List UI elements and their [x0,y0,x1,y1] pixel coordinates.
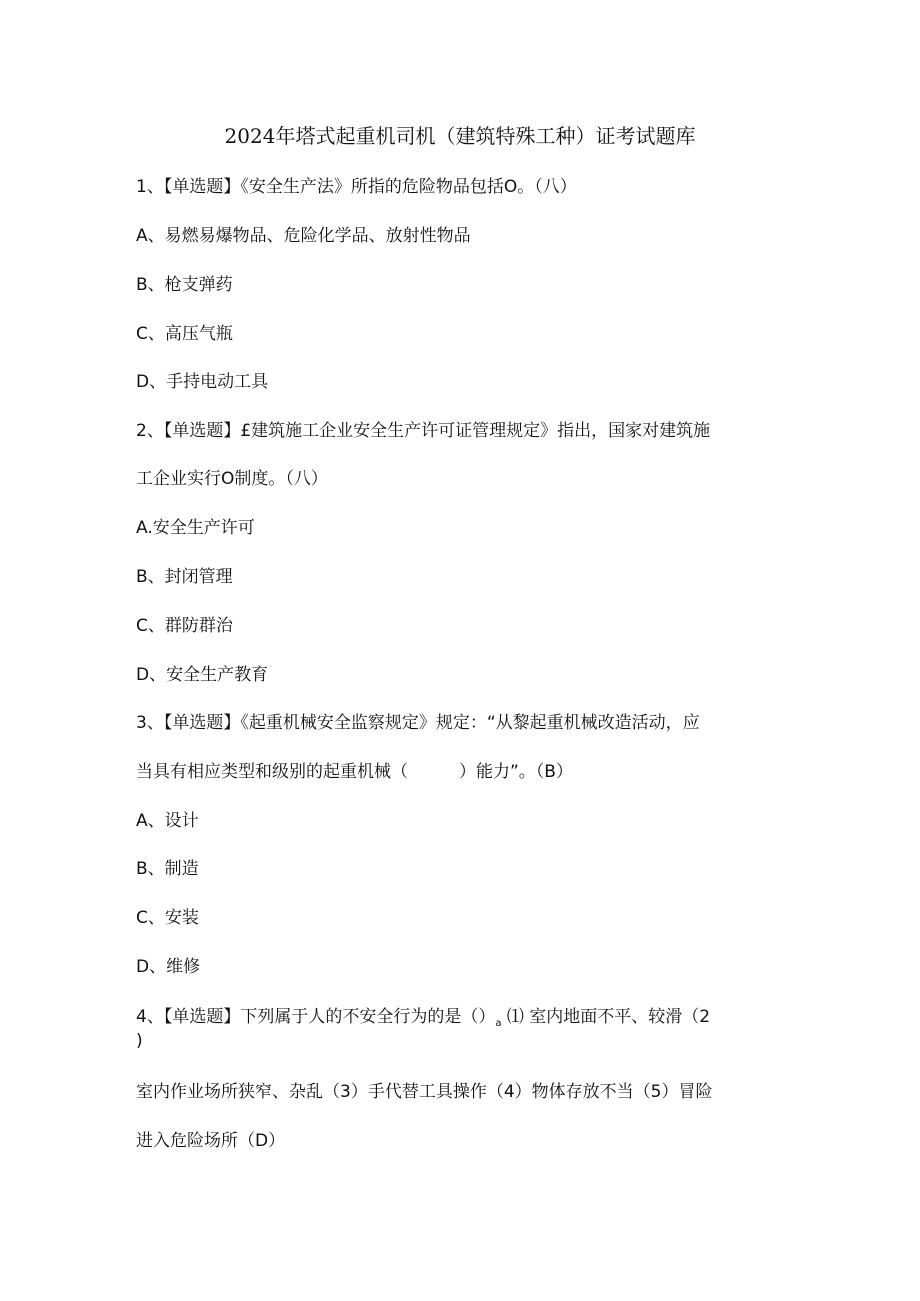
question-3-option-c: C、安装 [136,908,199,928]
question-2-option-b: B、封闭管理 [136,567,233,587]
question-4-stem-line2: ) [136,1031,143,1051]
page-title: 2024年塔式起重机司机（建筑特殊工种）证考试题库 [224,124,696,148]
question-3-stem-line2: 当具有相应类型和级别的起重机械（ ）能力”。（B） [136,762,573,782]
question-2-stem-line2: 工企业实行O制度。（八） [136,469,328,489]
question-3-stem-line1: 3、【单选题】《起重机械安全监察规定》规定：“从黎起重机械改造活动，应 [136,713,700,733]
question-1-option-d: D、手持电动工具 [136,372,269,392]
question-4-stem-line1 [136,1006,710,1035]
question-1-stem: 1、【单选题】《安全生产法》所指的危险物品包括O。（八） [136,177,577,197]
question-2-option-c: C、群防群治 [136,616,233,636]
question-2-option-a: A.安全生产许可 [136,518,255,538]
question-1-option-b: B、枪支弹药 [136,275,233,295]
question-1-option-a: A、易燃易爆物品、危险化学品、放射性物品 [136,226,471,246]
question-4-stem-line4: 进入危险场所（D） [136,1131,286,1151]
question-1-option-c: C、高压气瓶 [136,324,233,344]
question-4-stem-suffix: ⑴ 室内地面不平、较滑（2 [506,1007,711,1027]
question-4-subscript-a: a [495,1018,502,1029]
question-3-option-b: B、制造 [136,859,199,879]
question-2-stem-line1: 2、【单选题】£建筑施工企业安全生产许可证管理规定》指出，国家对建筑施 [136,421,711,441]
question-3-option-d: D、维修 [136,957,201,977]
question-4-stem-line3: 室内作业场所狭窄、杂乱（3）手代替工具操作（4）物体存放不当（5）冒险 [136,1082,713,1102]
question-2-option-d: D、安全生产教育 [136,665,269,685]
question-3-option-a: A、设计 [136,811,199,831]
question-4-stem-prefix: 4、【单选题】下列属于人的不安全行为的是（） [136,1007,496,1027]
